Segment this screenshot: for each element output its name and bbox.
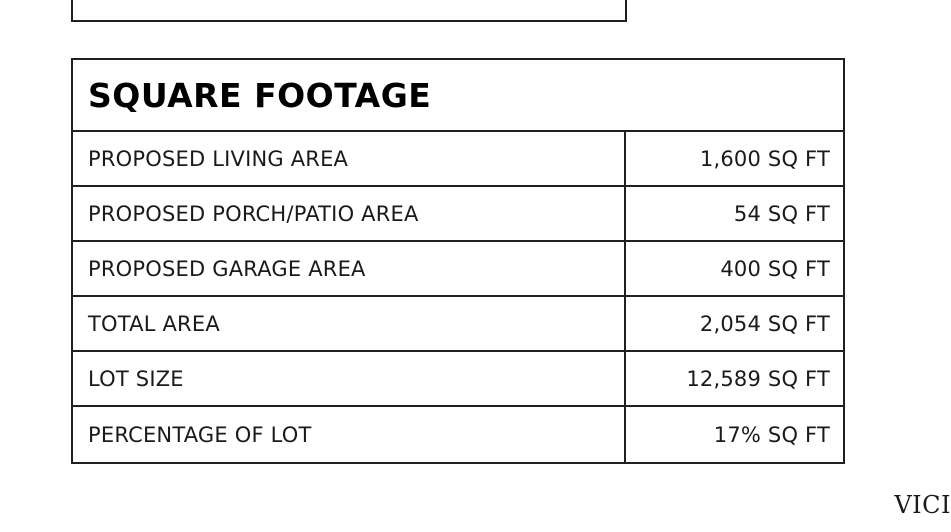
table-row [73, 297, 843, 352]
table-row [73, 242, 843, 297]
row-label-percentage-of-lot: PERCENTAGE OF LOT [73, 407, 626, 462]
row-value-proposed-garage-area: 400 SQ FT [720, 256, 830, 281]
row-value-lot-size: 12,589 SQ FT [686, 366, 830, 391]
row-value-proposed-living-area: 1,600 SQ FT [699, 146, 830, 171]
table-row [73, 187, 843, 242]
row-label-proposed-living-area: PROPOSED LIVING AREA [73, 132, 626, 185]
row-label-total-area: TOTAL AREA [73, 297, 626, 350]
row-label-proposed-garage-area: PROPOSED GARAGE AREA [73, 242, 626, 295]
top-table-fragment [71, 0, 627, 22]
square-footage-table [71, 58, 845, 464]
row-value-proposed-porch-patio-area: 54 SQ FT [733, 201, 830, 226]
table-row [73, 352, 843, 407]
row-value-percentage-of-lot: 17% SQ FT [713, 422, 830, 447]
row-value-total-area: 2,054 SQ FT [699, 311, 830, 336]
page-title: SQUARE FOOTAGE [88, 75, 432, 115]
table-row [73, 132, 843, 187]
row-label-lot-size: LOT SIZE [73, 352, 626, 405]
vicinity-map-label: VICI [894, 491, 951, 519]
table-title-row [73, 60, 843, 132]
row-label-proposed-porch-patio-area: PROPOSED PORCH/PATIO AREA [73, 187, 626, 240]
table-row [73, 407, 843, 462]
